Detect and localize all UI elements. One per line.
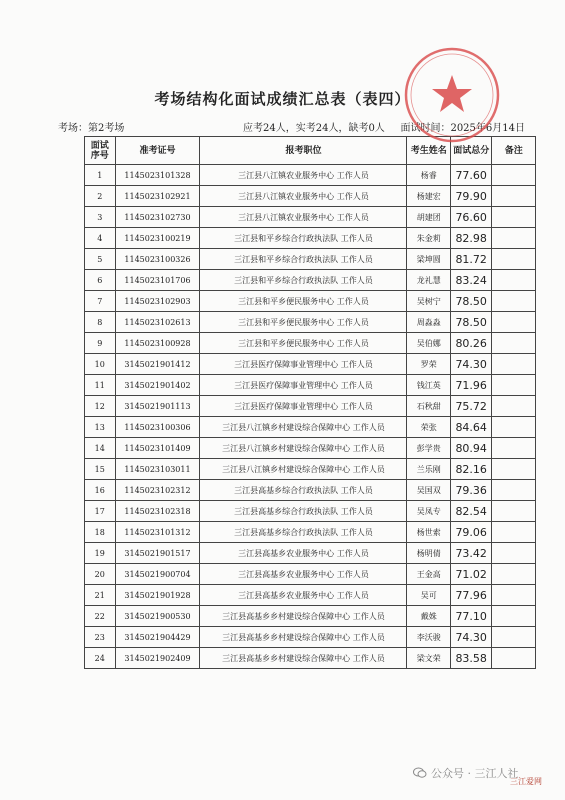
- cell-position: 三江县高基乡乡村建设综合保障中心 工作人员: [200, 648, 407, 669]
- table-row: [85, 396, 536, 417]
- cell-score: 73.42: [451, 543, 492, 564]
- cell-position: 三江县和平乡便民服务中心 工作人员: [200, 333, 407, 354]
- cell-name: 杨建宏: [407, 186, 451, 207]
- cell-score: 79.90: [451, 186, 492, 207]
- watermark: [413, 765, 519, 781]
- table-row: [85, 270, 536, 291]
- cell-position: 三江县和平乡便民服务中心 工作人员: [200, 291, 407, 312]
- cell-score: 84.64: [451, 417, 492, 438]
- table-row: [85, 291, 536, 312]
- cell-position: 三江县八江镇乡村建设综合保障中心 工作人员: [200, 438, 407, 459]
- cell-score: 78.50: [451, 312, 492, 333]
- cell-remark: [492, 585, 536, 606]
- cell-remark: [492, 438, 536, 459]
- cell-seq: 15: [85, 459, 116, 480]
- header-seq: 面试序号: [85, 137, 116, 165]
- cell-score: 82.98: [451, 228, 492, 249]
- table-row: [85, 480, 536, 501]
- cell-seq: 21: [85, 585, 116, 606]
- cell-remark: [492, 249, 536, 270]
- cell-name: 梁坤圆: [407, 249, 451, 270]
- cell-ticket: 3145021900704: [115, 564, 200, 585]
- official-seal: [402, 45, 502, 145]
- cell-seq: 2: [85, 186, 116, 207]
- table-row: [85, 648, 536, 669]
- attendance-label: 应考24人，实考24人，缺考0人: [243, 123, 385, 134]
- cell-remark: [492, 312, 536, 333]
- cell-ticket: 3145021901402: [115, 375, 200, 396]
- cell-name: 兰乐刚: [407, 459, 451, 480]
- table-row: [85, 186, 536, 207]
- cell-position: 三江县高基乡综合行政执法队 工作人员: [200, 522, 407, 543]
- cell-name: 吴凤专: [407, 501, 451, 522]
- cell-ticket: 1145023100326: [115, 249, 200, 270]
- cell-name: 朱金莉: [407, 228, 451, 249]
- table-row: [85, 564, 536, 585]
- cell-ticket: 1145023100306: [115, 417, 200, 438]
- cell-remark: [492, 186, 536, 207]
- cell-score: 77.96: [451, 585, 492, 606]
- cell-score: 74.30: [451, 354, 492, 375]
- cell-position: 三江县和平乡便民服务中心 工作人员: [200, 312, 407, 333]
- cell-remark: [492, 564, 536, 585]
- cell-score: 83.24: [451, 270, 492, 291]
- cell-seq: 23: [85, 627, 116, 648]
- cell-ticket: 3145021902409: [115, 648, 200, 669]
- cell-seq: 11: [85, 375, 116, 396]
- cell-ticket: 1145023103011: [115, 459, 200, 480]
- cell-seq: 18: [85, 522, 116, 543]
- cell-name: 荣张: [407, 417, 451, 438]
- table-row: [85, 228, 536, 249]
- cell-position: 三江县八江镇乡村建设综合保障中心 工作人员: [200, 459, 407, 480]
- cell-name: 罗荣: [407, 354, 451, 375]
- cell-name: 吴可: [407, 585, 451, 606]
- cell-position: 三江县八江镇农业服务中心 工作人员: [200, 165, 407, 186]
- cell-remark: [492, 207, 536, 228]
- table-row: [85, 606, 536, 627]
- cell-position: 三江县高基乡农业服务中心 工作人员: [200, 564, 407, 585]
- table-row: [85, 501, 536, 522]
- cell-score: 83.58: [451, 648, 492, 669]
- cell-name: 钱江英: [407, 375, 451, 396]
- cell-seq: 9: [85, 333, 116, 354]
- table-row: [85, 522, 536, 543]
- header-ticket: 准考证号: [115, 137, 200, 165]
- cell-name: 吴伯娜: [407, 333, 451, 354]
- document-title: 考场结构化面试成绩汇总表（表四）: [154, 90, 411, 108]
- table-row: [85, 312, 536, 333]
- cell-ticket: 1145023102613: [115, 312, 200, 333]
- cell-position: 三江县医疗保障事业管理中心 工作人员: [200, 354, 407, 375]
- cell-score: 77.10: [451, 606, 492, 627]
- cell-remark: [492, 354, 536, 375]
- cell-ticket: 1145023102921: [115, 186, 200, 207]
- cell-ticket: 1145023101328: [115, 165, 200, 186]
- cell-ticket: 1145023101312: [115, 522, 200, 543]
- score-table: [84, 136, 536, 669]
- cell-position: 三江县医疗保障事业管理中心 工作人员: [200, 375, 407, 396]
- cell-ticket: 3145021901928: [115, 585, 200, 606]
- cell-name: 吴国双: [407, 480, 451, 501]
- table-row: [85, 459, 536, 480]
- cell-remark: [492, 270, 536, 291]
- table-row: [85, 207, 536, 228]
- cell-remark: [492, 165, 536, 186]
- cell-score: 74.30: [451, 627, 492, 648]
- cell-remark: [492, 606, 536, 627]
- cell-remark: [492, 480, 536, 501]
- cell-remark: [492, 333, 536, 354]
- header-remark: 备注: [492, 137, 536, 165]
- cell-position: 三江县高基乡农业服务中心 工作人员: [200, 585, 407, 606]
- table-row: [85, 354, 536, 375]
- header-name: 考生姓名: [407, 137, 451, 165]
- cell-seq: 8: [85, 312, 116, 333]
- cell-name: 戴姝: [407, 606, 451, 627]
- cell-seq: 17: [85, 501, 116, 522]
- table-row: [85, 543, 536, 564]
- cell-position: 三江县高基乡农业服务中心 工作人员: [200, 543, 407, 564]
- cell-score: 81.72: [451, 249, 492, 270]
- cell-seq: 13: [85, 417, 116, 438]
- cell-ticket: 1145023101706: [115, 270, 200, 291]
- cell-remark: [492, 522, 536, 543]
- cell-score: 82.54: [451, 501, 492, 522]
- cell-ticket: 3145021900530: [115, 606, 200, 627]
- table-row: [85, 249, 536, 270]
- table-row: [85, 585, 536, 606]
- cell-ticket: 3145021901113: [115, 396, 200, 417]
- cell-name: 杨明倩: [407, 543, 451, 564]
- watermark-label: 公众号 · 三江人社: [431, 767, 519, 780]
- header-position: 报考职位: [200, 137, 407, 165]
- cell-remark: [492, 648, 536, 669]
- cell-score: 71.02: [451, 564, 492, 585]
- cell-position: 三江县八江镇农业服务中心 工作人员: [200, 186, 407, 207]
- cell-name: 石秋甜: [407, 396, 451, 417]
- cell-score: 79.06: [451, 522, 492, 543]
- cell-name: 龙礼慧: [407, 270, 451, 291]
- cell-position: 三江县八江镇乡村建设综合保障中心 工作人员: [200, 417, 407, 438]
- header-score: 面试总分: [451, 137, 492, 165]
- cell-remark: [492, 501, 536, 522]
- cell-remark: [492, 459, 536, 480]
- cell-position: 三江县和平乡综合行政执法队 工作人员: [200, 270, 407, 291]
- table-row: [85, 438, 536, 459]
- cell-score: 76.60: [451, 207, 492, 228]
- cell-seq: 6: [85, 270, 116, 291]
- cell-ticket: 1145023100928: [115, 333, 200, 354]
- cell-remark: [492, 375, 536, 396]
- cell-position: 三江县八江镇农业服务中心 工作人员: [200, 207, 407, 228]
- corner-logo: 三江爱网: [510, 777, 542, 786]
- cell-score: 80.94: [451, 438, 492, 459]
- cell-remark: [492, 228, 536, 249]
- cell-remark: [492, 396, 536, 417]
- cell-seq: 10: [85, 354, 116, 375]
- cell-seq: 4: [85, 228, 116, 249]
- cell-name: 吴树宁: [407, 291, 451, 312]
- cell-score: 77.60: [451, 165, 492, 186]
- cell-name: 李沃骏: [407, 627, 451, 648]
- cell-ticket: 3145021904429: [115, 627, 200, 648]
- cell-position: 三江县和平乡综合行政执法队 工作人员: [200, 249, 407, 270]
- table-body: [85, 165, 536, 669]
- cell-position: 三江县高基乡乡村建设综合保障中心 工作人员: [200, 627, 407, 648]
- wechat-icon: [413, 767, 427, 779]
- cell-seq: 12: [85, 396, 116, 417]
- cell-seq: 22: [85, 606, 116, 627]
- cell-seq: 16: [85, 480, 116, 501]
- cell-ticket: 3145021901517: [115, 543, 200, 564]
- cell-ticket: 3145021901412: [115, 354, 200, 375]
- cell-seq: 3: [85, 207, 116, 228]
- interview-date: 面试时间：2025年6月14日: [400, 123, 525, 134]
- table-row: [85, 375, 536, 396]
- venue-label: 考场：第2考场: [58, 123, 125, 134]
- cell-score: 82.16: [451, 459, 492, 480]
- cell-name: 胡建团: [407, 207, 451, 228]
- table-row: [85, 627, 536, 648]
- cell-seq: 19: [85, 543, 116, 564]
- cell-position: 三江县和平乡综合行政执法队 工作人员: [200, 228, 407, 249]
- table-row: [85, 333, 536, 354]
- cell-ticket: 1145023101409: [115, 438, 200, 459]
- cell-name: 杨睿: [407, 165, 451, 186]
- cell-remark: [492, 627, 536, 648]
- cell-seq: 24: [85, 648, 116, 669]
- cell-score: 80.26: [451, 333, 492, 354]
- cell-remark: [492, 543, 536, 564]
- cell-seq: 5: [85, 249, 116, 270]
- cell-ticket: 1145023102903: [115, 291, 200, 312]
- cell-name: 王金高: [407, 564, 451, 585]
- cell-position: 三江县高基乡乡村建设综合保障中心 工作人员: [200, 606, 407, 627]
- cell-score: 78.50: [451, 291, 492, 312]
- table-row: [85, 165, 536, 186]
- cell-score: 71.96: [451, 375, 492, 396]
- table-row: [85, 417, 536, 438]
- cell-ticket: 1145023102318: [115, 501, 200, 522]
- cell-seq: 7: [85, 291, 116, 312]
- cell-score: 75.72: [451, 396, 492, 417]
- cell-name: 彭学贵: [407, 438, 451, 459]
- cell-seq: 14: [85, 438, 116, 459]
- cell-ticket: 1145023102312: [115, 480, 200, 501]
- cell-remark: [492, 291, 536, 312]
- cell-ticket: 1145023100219: [115, 228, 200, 249]
- cell-name: 杨世索: [407, 522, 451, 543]
- cell-position: 三江县医疗保障事业管理中心 工作人员: [200, 396, 407, 417]
- cell-name: 梁文荣: [407, 648, 451, 669]
- cell-score: 79.36: [451, 480, 492, 501]
- cell-ticket: 1145023102730: [115, 207, 200, 228]
- cell-remark: [492, 417, 536, 438]
- cell-name: 周淼淼: [407, 312, 451, 333]
- cell-position: 三江县高基乡综合行政执法队 工作人员: [200, 501, 407, 522]
- cell-seq: 20: [85, 564, 116, 585]
- cell-position: 三江县高基乡综合行政执法队 工作人员: [200, 480, 407, 501]
- cell-seq: 1: [85, 165, 116, 186]
